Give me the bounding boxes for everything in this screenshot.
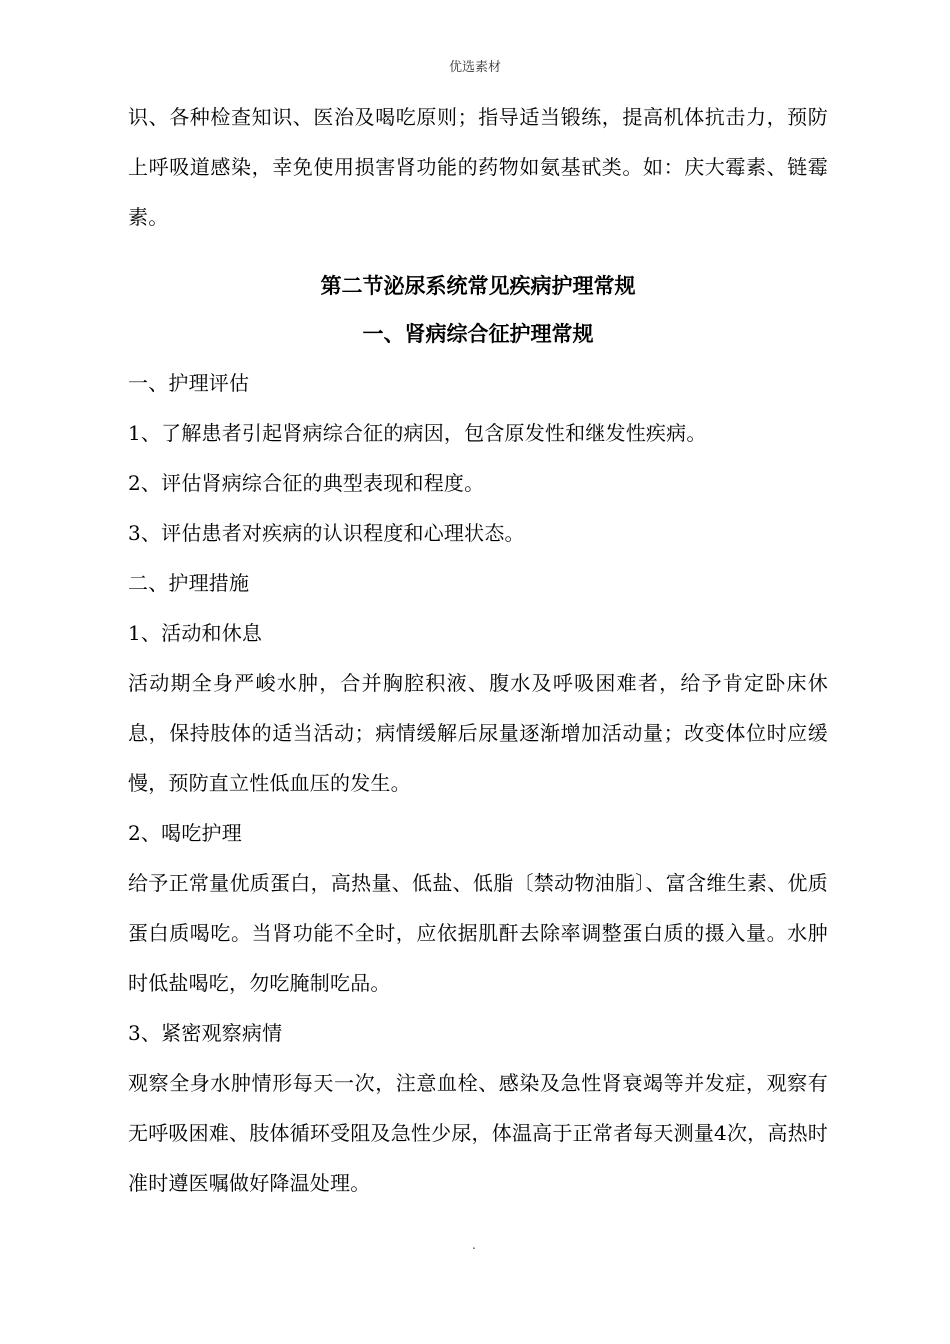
measure-2-text: 给予正常量优质蛋白，高热量、低盐、低脂〔禁动物油脂〕、富含维生素、优质蛋白质喝吃。当肾功能不全时，应依据肌酐去除率调整蛋白质的摄入量。水肿时低盐喝吃，勿吃腌制吃品。 <box>128 871 828 995</box>
assessment-item-2: 2、评估肾病综合征的典型表现和程度。 <box>128 471 485 495</box>
measure-3-heading: 3、紧密观察病情 <box>128 1021 283 1045</box>
measures-heading: 二、护理措施 <box>128 571 250 595</box>
measure-3-text: 观察全身水肿情形每天一次，注意血栓、感染及急性肾衰竭等并发症，观察有无呼吸困难、肢体循环受阻及急性少尿，体温高于正常者每天测量4次，高热时准时遵医嘱做好降温处理。 <box>128 1071 828 1195</box>
subsection-title: 一、肾病综合征护理常规 <box>362 321 594 346</box>
assessment-item-1: 1、了解患者引起肾病综合征的病因，包含原发性和继发性疾病。 <box>128 421 707 445</box>
page-footer-mark: . <box>472 1238 476 1252</box>
section-title: 第二节泌尿系统常见疾病护理常规 <box>320 273 636 298</box>
document-body <box>128 92 828 1208</box>
measure-1-text: 活动期全身严峻水肿，合并胸腔积液、腹水及呼吸困难者，给予肯定卧床休息，保持肢体的适当活动；病情缓解后尿量逐渐增加活动量；改变体位时应缓慢，预防直立性低血压的发生。 <box>128 671 828 795</box>
continued-paragraph: 识、各种检查知识、医治及喝吃原则；指导适当锻练，提高机体抗击力，预防上呼吸道感染，幸免使用损害肾功能的药物如氨基甙类。如：庆大霉素、链霉素。 <box>128 105 828 229</box>
assessment-item-3: 3、评估患者对疾病的认识程度和心理状态。 <box>128 521 525 545</box>
measure-2-heading: 2、喝吃护理 <box>128 821 242 845</box>
page-header: 优选素材 <box>448 60 501 75</box>
assessment-heading: 一、护理评估 <box>128 371 250 395</box>
measure-1-heading: 1、活动和休息 <box>128 621 263 645</box>
